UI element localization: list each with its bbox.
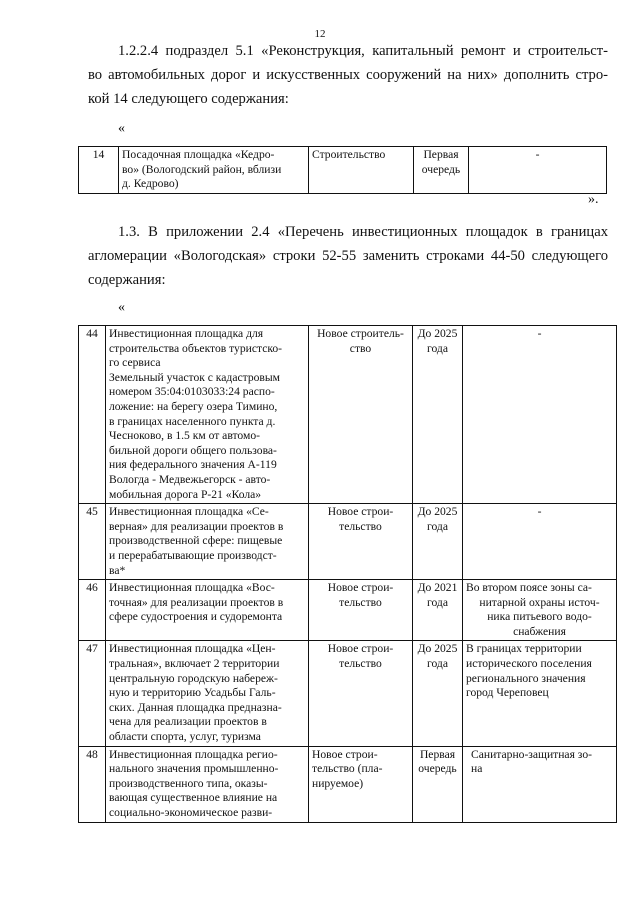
cell-line: производственного типа, оказы- (109, 776, 268, 790)
object-name-cell (119, 147, 309, 194)
cell-line: на (471, 762, 483, 776)
page-number: 12 (314, 28, 326, 40)
cell-line: ную и территорию Усадьбы Галь- (109, 686, 276, 700)
cell-line: центральную городскую набереж- (109, 671, 278, 685)
cell-line: года (427, 657, 448, 671)
cell-line: Новое строи- (327, 581, 394, 595)
cell-line: Инвестиционная площадка регио- (109, 747, 278, 761)
term-cell (413, 580, 463, 641)
table-row (79, 147, 607, 194)
work-type-cell (309, 326, 413, 504)
cell-line: во» (Вологодский район, вблизи (122, 162, 282, 176)
paragraph-line: агломерации «Вологодская» строки 52-55 заменить строками 44-50 следующего (88, 248, 608, 264)
table-row (79, 580, 617, 641)
table-row (79, 326, 617, 504)
cell-line: тельство (339, 519, 382, 533)
object-name-cell (106, 326, 309, 504)
work-type-cell (309, 746, 413, 822)
cell-line: Санитарно-защитная зо- (471, 747, 592, 761)
cell-line: До 2025 (417, 505, 458, 519)
closing-quote: ». (588, 192, 599, 207)
cell-line: социально-экономическое разви- (109, 806, 273, 819)
cell-line: Чесноково, в 1.5 км от автомо- (109, 429, 261, 443)
term-cell (413, 326, 463, 504)
term-cell (413, 641, 463, 746)
cell-line: Строительство (312, 148, 386, 161)
cell-line: Посадочная площадка «Кедро- (122, 148, 275, 161)
cell-line: Новое строитель- (317, 327, 404, 340)
cell-line: бильной дороги общего пользова- (109, 443, 277, 457)
cell-line: года (427, 519, 448, 533)
cell-line: го сервиса (109, 356, 161, 370)
cell-line: ника питьевого водо- (487, 610, 592, 624)
cell-line: Во втором поясе зоны са- (466, 581, 592, 595)
row-number: 44 (79, 326, 106, 504)
cell-line: Первая (423, 148, 459, 161)
cell-line: ложение: на берегу озера Тимино, (109, 399, 278, 413)
note-cell (463, 504, 617, 580)
cell-line: чена для реализации проектов в (109, 715, 267, 729)
cell-line: очередь (418, 762, 457, 776)
cell-line: года (427, 595, 448, 609)
term-cell (413, 746, 463, 822)
cell-line: ния федерального значения А-119 (109, 458, 277, 472)
cell-line: д. Кедрово) (122, 177, 179, 191)
paragraph-line: кой 14 следующего содержания: (88, 91, 289, 107)
cell-line: точная» для реализации проектов в (109, 595, 284, 609)
cell-line: и перерабатывающие производст- (109, 548, 277, 562)
cell-line: года (427, 341, 448, 355)
note-cell (463, 641, 617, 746)
row-number: 14 (79, 147, 119, 194)
table-investment-sites (78, 325, 617, 823)
row-number: 48 (79, 746, 106, 822)
cell-line: снабжения (513, 624, 566, 638)
table-row (79, 504, 617, 580)
cell-line: нитарной охраны источ- (479, 595, 600, 609)
cell-line: Инвестиционная площадка «Се- (109, 505, 269, 519)
cell-line: строительства объектов туристско- (109, 341, 283, 355)
note-cell (463, 326, 617, 504)
opening-quote: « (118, 300, 125, 315)
table-row (79, 641, 617, 746)
cell-line: - (535, 148, 540, 161)
cell-line: тельство (339, 657, 382, 671)
cell-line: Земельный участок с кадастровым (109, 370, 281, 384)
note-cell (463, 746, 617, 822)
cell-line: производственной сфере: пищевые (109, 534, 283, 548)
work-type-cell (309, 580, 413, 641)
opening-quote: « (118, 121, 125, 136)
cell-line: - (537, 505, 542, 519)
note-cell (469, 147, 607, 194)
paragraph-1-3 (88, 220, 608, 292)
cell-line: в границах населенного пункта д. (109, 414, 276, 428)
paragraph-line: содержания: (88, 272, 166, 288)
cell-line: Новое строи- (312, 747, 378, 761)
cell-line: ство (349, 341, 372, 355)
note-cell (463, 580, 617, 641)
table-row (79, 746, 617, 822)
cell-line: тральная», включает 2 территории (109, 657, 280, 671)
cell-line: Инвестиционная площадка «Цен- (109, 642, 276, 656)
cell-line: исторического поселения (466, 657, 592, 671)
cell-line: Вологда - Медвежьегорск - авто- (109, 472, 271, 486)
table-roads-row-14 (78, 146, 607, 194)
paragraph-line: 1.2.2.4 подраздел 5.1 «Реконструкция, капитальный ремонт и строительст- (118, 43, 608, 59)
paragraph-line: во автомобильных дорог и искусственных сооружений на них» дополнить стро- (88, 67, 608, 83)
cell-line: нального значения промышленно- (109, 762, 279, 776)
cell-line: Первая (419, 747, 456, 761)
object-name-cell (106, 746, 309, 822)
object-name-cell (106, 641, 309, 746)
cell-line: сфере судостроения и судоремонта (109, 610, 283, 624)
object-name-cell (106, 580, 309, 641)
term-cell (413, 504, 463, 580)
cell-line: В границах территории (466, 642, 582, 656)
cell-line: нируемое) (312, 776, 364, 790)
cell-line: Новое строи- (327, 642, 394, 656)
paragraph-1-2-2-4 (88, 39, 608, 111)
cell-line: регионального значения (466, 671, 586, 685)
cell-line: номером 35:04:0103033:24 распо- (109, 385, 275, 399)
row-number: 46 (79, 580, 106, 641)
cell-line: До 2025 (417, 642, 458, 656)
cell-line: тельство (339, 595, 382, 609)
cell-line: До 2025 (417, 327, 458, 340)
row-number: 45 (79, 504, 106, 580)
cell-line: Инвестиционная площадка «Вос- (109, 581, 275, 595)
work-type-cell (309, 504, 413, 580)
cell-line: верная» для реализации проектов в (109, 519, 284, 533)
cell-line: город Череповец (466, 686, 549, 700)
cell-line: - (537, 327, 542, 340)
term-cell (414, 147, 469, 194)
cell-line: До 2021 (417, 581, 458, 595)
cell-line: Новое строи- (327, 505, 394, 519)
paragraph-line: 1.3. В приложении 2.4 «Перечень инвестиционных площадок в границах (118, 224, 608, 240)
cell-line: ва* (109, 563, 126, 577)
row-number: 47 (79, 641, 106, 746)
work-type-cell (309, 147, 414, 194)
cell-line: очередь (421, 162, 461, 176)
cell-line: Инвестиционная площадка для (109, 327, 264, 340)
cell-line: тельство (пла- (312, 762, 383, 776)
cell-line: мобильная дорога Р-21 «Кола» (109, 487, 262, 501)
work-type-cell (309, 641, 413, 746)
cell-line: ских. Данная площадка предназна- (109, 700, 282, 714)
cell-line: вающая существенное влияние на (109, 791, 278, 805)
cell-line: области спорта, услуг, туризма (109, 730, 261, 744)
object-name-cell (106, 504, 309, 580)
